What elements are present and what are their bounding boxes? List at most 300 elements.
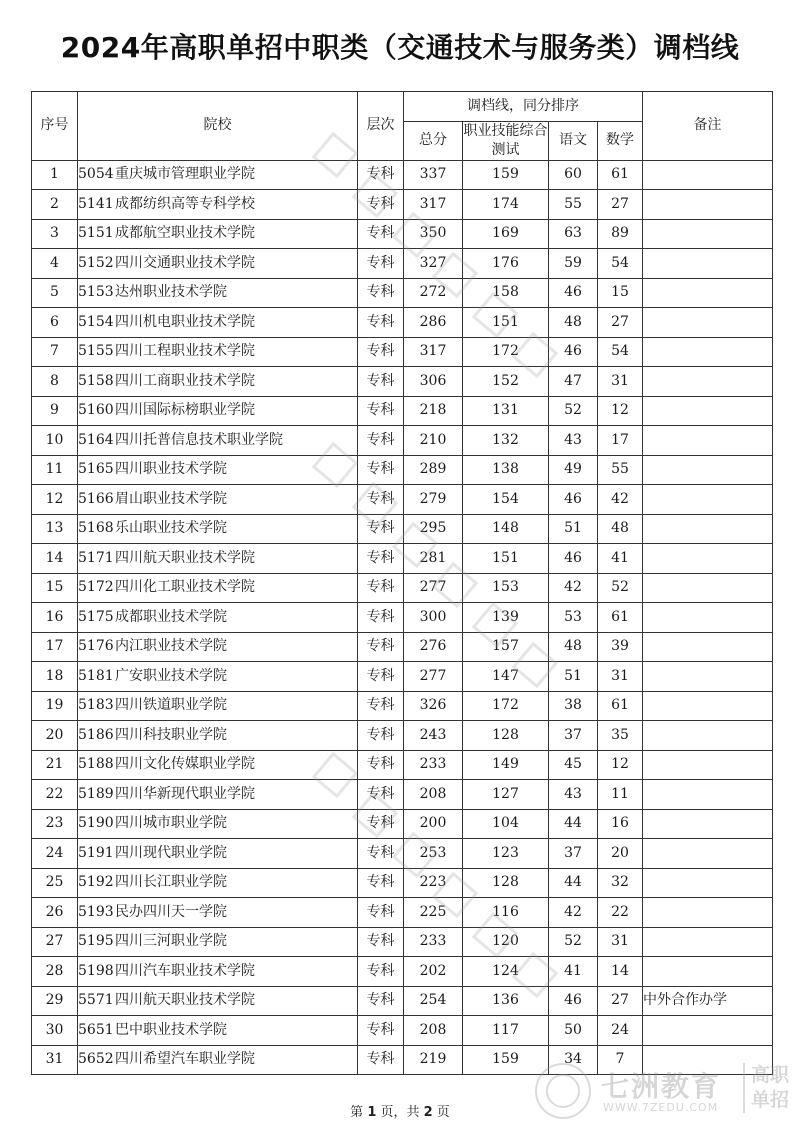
row-level: 专科 [358, 721, 404, 751]
row-school [78, 308, 358, 338]
table-row [32, 986, 773, 1016]
row-note [643, 1045, 773, 1075]
row-total: 277 [404, 573, 463, 603]
row-skill: 174 [463, 190, 549, 220]
row-seq: 7 [32, 337, 78, 367]
table-row [32, 308, 773, 338]
school-name: 四川航天职业技术学院 [115, 992, 255, 1009]
row-seq: 15 [32, 573, 78, 603]
row-level: 专科 [358, 927, 404, 957]
school-code: 5165 [78, 461, 114, 478]
row-math: 27 [598, 986, 643, 1016]
row-total: 223 [404, 868, 463, 898]
table-row [32, 809, 773, 839]
school-code: 5155 [78, 343, 114, 360]
row-level: 专科 [358, 514, 404, 544]
school-name: 四川航天职业技术学院 [115, 549, 255, 566]
row-note [643, 780, 773, 810]
row-math: 61 [598, 160, 643, 190]
row-level: 专科 [358, 603, 404, 633]
row-math: 35 [598, 721, 643, 751]
row-seq: 5 [32, 278, 78, 308]
row-school [78, 839, 358, 869]
row-math: 27 [598, 308, 643, 338]
row-level: 专科 [358, 957, 404, 987]
row-total: 350 [404, 219, 463, 249]
row-seq: 26 [32, 898, 78, 928]
header-level: 层次 [358, 92, 404, 161]
row-note [643, 721, 773, 751]
row-chinese: 63 [549, 219, 598, 249]
row-level: 专科 [358, 544, 404, 574]
row-chinese: 44 [549, 868, 598, 898]
table-row [32, 396, 773, 426]
row-math: 11 [598, 780, 643, 810]
row-total: 306 [404, 367, 463, 397]
school-code: 5172 [78, 579, 114, 596]
school-code: 5192 [78, 874, 114, 891]
row-math: 16 [598, 809, 643, 839]
row-level: 专科 [358, 396, 404, 426]
row-note [643, 603, 773, 633]
score-table [31, 91, 773, 1075]
row-total: 233 [404, 750, 463, 780]
row-level: 专科 [358, 632, 404, 662]
total-pages: 2 [423, 1105, 433, 1120]
school-name: 四川职业技术学院 [115, 461, 227, 478]
row-school [78, 485, 358, 515]
row-total: 233 [404, 927, 463, 957]
school-code: 5183 [78, 697, 114, 714]
row-chinese: 42 [549, 898, 598, 928]
row-school [78, 927, 358, 957]
school-code: 5571 [78, 992, 114, 1009]
row-seq: 24 [32, 839, 78, 869]
row-total: 276 [404, 632, 463, 662]
table-row [32, 190, 773, 220]
row-skill: 128 [463, 868, 549, 898]
row-math: 15 [598, 278, 643, 308]
row-total: 253 [404, 839, 463, 869]
row-school [78, 1016, 358, 1046]
row-level: 专科 [358, 573, 404, 603]
row-note [643, 809, 773, 839]
school-name: 四川汽车职业技术学院 [115, 962, 255, 979]
school-name: 成都纺织高等专科学校 [115, 195, 255, 212]
row-seq: 30 [32, 1016, 78, 1046]
row-level: 专科 [358, 1016, 404, 1046]
row-skill: 124 [463, 957, 549, 987]
row-total: 272 [404, 278, 463, 308]
school-name: 广安职业技术学院 [115, 667, 227, 684]
school-code: 5160 [78, 402, 114, 419]
school-name: 四川化工职业技术学院 [115, 579, 255, 596]
table-row [32, 632, 773, 662]
header-chinese: 语文 [549, 121, 598, 160]
table-row [32, 485, 773, 515]
row-note [643, 514, 773, 544]
row-total: 317 [404, 337, 463, 367]
logo-url: WWW.7ZEDU.COM [603, 1101, 719, 1114]
row-skill: 148 [463, 514, 549, 544]
school-code: 5651 [78, 1021, 114, 1038]
row-total: 208 [404, 1016, 463, 1046]
row-chinese: 46 [549, 544, 598, 574]
row-level: 专科 [358, 691, 404, 721]
row-seq: 16 [32, 603, 78, 633]
row-note [643, 957, 773, 987]
row-level: 专科 [358, 190, 404, 220]
school-name: 四川科技职业学院 [115, 726, 227, 743]
row-math: 22 [598, 898, 643, 928]
table-row [32, 868, 773, 898]
school-name: 四川工程职业技术学院 [115, 343, 255, 360]
row-seq: 21 [32, 750, 78, 780]
school-code: 5176 [78, 638, 114, 655]
table-row [32, 780, 773, 810]
row-school [78, 662, 358, 692]
table-row [32, 957, 773, 987]
row-total: 210 [404, 426, 463, 456]
table-row [32, 337, 773, 367]
row-level: 专科 [358, 219, 404, 249]
row-math: 14 [598, 957, 643, 987]
row-skill: 116 [463, 898, 549, 928]
row-chinese: 48 [549, 632, 598, 662]
school-name: 四川文化传媒职业学院 [115, 756, 255, 773]
row-school [78, 632, 358, 662]
row-skill: 157 [463, 632, 549, 662]
row-note [643, 632, 773, 662]
row-chinese: 46 [549, 485, 598, 515]
row-level: 专科 [358, 898, 404, 928]
row-skill: 151 [463, 308, 549, 338]
row-note [643, 898, 773, 928]
row-total: 254 [404, 986, 463, 1016]
header-school: 院校 [78, 92, 358, 161]
row-chinese: 52 [549, 396, 598, 426]
row-note [643, 455, 773, 485]
school-name: 四川交通职业技术学院 [115, 254, 255, 271]
row-level: 专科 [358, 750, 404, 780]
school-code: 5054 [78, 166, 114, 183]
school-name: 四川城市职业学院 [115, 815, 227, 832]
school-name: 成都航空职业技术学院 [115, 225, 255, 242]
school-name: 四川现代职业学院 [115, 844, 227, 861]
school-name: 巴中职业技术学院 [115, 1021, 227, 1038]
row-skill: 120 [463, 927, 549, 957]
row-seq: 23 [32, 809, 78, 839]
row-skill: 139 [463, 603, 549, 633]
row-level: 专科 [358, 249, 404, 279]
row-seq: 13 [32, 514, 78, 544]
row-chinese: 53 [549, 603, 598, 633]
school-code: 5153 [78, 284, 114, 301]
row-chinese: 38 [549, 691, 598, 721]
row-chinese: 51 [549, 514, 598, 544]
row-math: 55 [598, 455, 643, 485]
school-code: 5189 [78, 785, 114, 802]
school-code: 5188 [78, 756, 114, 773]
row-level: 专科 [358, 455, 404, 485]
row-chinese: 52 [549, 927, 598, 957]
row-math: 61 [598, 691, 643, 721]
row-note [643, 1016, 773, 1046]
row-math: 61 [598, 603, 643, 633]
row-total: 289 [404, 455, 463, 485]
school-code: 5652 [78, 1051, 114, 1068]
row-school [78, 573, 358, 603]
table-row [32, 455, 773, 485]
row-total: 218 [404, 396, 463, 426]
row-school [78, 1045, 358, 1075]
row-skill: 149 [463, 750, 549, 780]
row-total: 202 [404, 957, 463, 987]
row-seq: 6 [32, 308, 78, 338]
row-level: 专科 [358, 337, 404, 367]
row-seq: 28 [32, 957, 78, 987]
row-math: 7 [598, 1045, 643, 1075]
row-level: 专科 [358, 308, 404, 338]
row-school [78, 249, 358, 279]
row-level: 专科 [358, 868, 404, 898]
row-skill: 117 [463, 1016, 549, 1046]
row-note [643, 396, 773, 426]
row-level: 专科 [358, 485, 404, 515]
row-skill: 169 [463, 219, 549, 249]
row-note [643, 190, 773, 220]
row-total: 295 [404, 514, 463, 544]
row-level: 专科 [358, 426, 404, 456]
row-total: 286 [404, 308, 463, 338]
school-name: 四川希望汽车职业学院 [115, 1051, 255, 1068]
row-seq: 3 [32, 219, 78, 249]
table-row [32, 927, 773, 957]
row-chinese: 50 [549, 1016, 598, 1046]
table-row [32, 603, 773, 633]
school-code: 5198 [78, 962, 114, 979]
row-total: 219 [404, 1045, 463, 1075]
school-code: 5171 [78, 549, 114, 566]
school-name: 重庆城市管理职业学院 [115, 166, 255, 183]
table-row [32, 544, 773, 574]
row-math: 39 [598, 632, 643, 662]
row-chinese: 55 [549, 190, 598, 220]
row-note [643, 662, 773, 692]
row-school [78, 160, 358, 190]
school-name: 四川华新现代职业学院 [115, 785, 255, 802]
row-school [78, 780, 358, 810]
row-school [78, 190, 358, 220]
row-level: 专科 [358, 367, 404, 397]
logo-brand: 七洲教育 [601, 1070, 722, 1103]
row-math: 54 [598, 249, 643, 279]
row-total: 200 [404, 809, 463, 839]
row-skill: 132 [463, 426, 549, 456]
row-school [78, 603, 358, 633]
row-chinese: 46 [549, 278, 598, 308]
table-body [32, 160, 773, 1075]
row-school [78, 278, 358, 308]
row-chinese: 49 [549, 455, 598, 485]
school-code: 5152 [78, 254, 114, 271]
row-chinese: 60 [549, 160, 598, 190]
row-school [78, 426, 358, 456]
school-name: 四川长江职业学院 [115, 874, 227, 891]
row-note [643, 308, 773, 338]
row-total: 277 [404, 662, 463, 692]
row-note [643, 544, 773, 574]
header-group: 调档线，同分排序 [404, 92, 643, 122]
row-chinese: 42 [549, 573, 598, 603]
row-seq: 22 [32, 780, 78, 810]
row-level: 专科 [358, 662, 404, 692]
row-math: 12 [598, 750, 643, 780]
school-code: 5166 [78, 490, 114, 507]
row-skill: 147 [463, 662, 549, 692]
row-seq: 31 [32, 1045, 78, 1075]
row-note [643, 927, 773, 957]
row-total: 279 [404, 485, 463, 515]
row-note [643, 278, 773, 308]
row-math: 41 [598, 544, 643, 574]
row-seq: 29 [32, 986, 78, 1016]
row-math: 89 [598, 219, 643, 249]
school-code: 5181 [78, 667, 114, 684]
row-skill: 159 [463, 1045, 549, 1075]
row-note: 中外合作办学 [643, 986, 773, 1016]
row-seq: 4 [32, 249, 78, 279]
row-school [78, 898, 358, 928]
row-chinese: 45 [549, 750, 598, 780]
row-school [78, 809, 358, 839]
row-seq: 12 [32, 485, 78, 515]
row-math: 31 [598, 927, 643, 957]
row-total: 225 [404, 898, 463, 928]
table-row [32, 278, 773, 308]
row-level: 专科 [358, 1045, 404, 1075]
row-chinese: 37 [549, 721, 598, 751]
table-row [32, 1045, 773, 1075]
row-total: 326 [404, 691, 463, 721]
header-skill: 职业技能综合测试 [463, 121, 549, 160]
row-level: 专科 [358, 278, 404, 308]
row-skill: 123 [463, 839, 549, 869]
row-seq: 25 [32, 868, 78, 898]
row-school [78, 544, 358, 574]
row-seq: 10 [32, 426, 78, 456]
row-school [78, 691, 358, 721]
school-name: 四川托普信息技术职业学院 [115, 431, 283, 448]
row-total: 208 [404, 780, 463, 810]
row-school [78, 337, 358, 367]
row-note [643, 750, 773, 780]
table-row [32, 1016, 773, 1046]
table-row [32, 426, 773, 456]
row-note [643, 485, 773, 515]
row-school [78, 367, 358, 397]
row-skill: 128 [463, 721, 549, 751]
row-math: 42 [598, 485, 643, 515]
row-chinese: 37 [549, 839, 598, 869]
row-skill: 158 [463, 278, 549, 308]
school-code: 5191 [78, 844, 114, 861]
row-level: 专科 [358, 780, 404, 810]
row-math: 52 [598, 573, 643, 603]
row-note [643, 868, 773, 898]
row-school [78, 868, 358, 898]
row-chinese: 46 [549, 337, 598, 367]
row-math: 48 [598, 514, 643, 544]
row-note [643, 573, 773, 603]
school-name: 四川机电职业技术学院 [115, 313, 255, 330]
row-seq: 14 [32, 544, 78, 574]
row-skill: 172 [463, 691, 549, 721]
school-name: 内江职业技术学院 [115, 638, 227, 655]
row-math: 32 [598, 868, 643, 898]
school-code: 5195 [78, 933, 114, 950]
row-level: 专科 [358, 839, 404, 869]
row-chinese: 43 [549, 780, 598, 810]
school-code: 5168 [78, 520, 114, 537]
page-title: 2024年高职单招中职类（交通技术与服务类）调档线 [60, 31, 740, 64]
row-total: 300 [404, 603, 463, 633]
row-math: 54 [598, 337, 643, 367]
school-code: 5175 [78, 608, 114, 625]
row-skill: 127 [463, 780, 549, 810]
school-code: 5151 [78, 225, 114, 242]
header-total: 总分 [404, 121, 463, 160]
school-name: 眉山职业技术学院 [115, 490, 227, 507]
school-code: 5154 [78, 313, 114, 330]
table-row [32, 219, 773, 249]
row-level: 专科 [358, 809, 404, 839]
row-chinese: 46 [549, 986, 598, 1016]
row-note [643, 337, 773, 367]
row-chinese: 51 [549, 662, 598, 692]
header-math: 数学 [598, 121, 643, 160]
current-page: 1 [367, 1105, 377, 1120]
row-skill: 176 [463, 249, 549, 279]
row-math: 12 [598, 396, 643, 426]
school-name: 民办四川天一学院 [115, 903, 227, 920]
row-chinese: 43 [549, 426, 598, 456]
school-code: 5193 [78, 903, 114, 920]
row-note [643, 160, 773, 190]
row-school [78, 219, 358, 249]
row-total: 337 [404, 160, 463, 190]
row-note [643, 839, 773, 869]
header-note: 备注 [643, 92, 773, 161]
row-math: 24 [598, 1016, 643, 1046]
school-code: 5164 [78, 431, 114, 448]
row-skill: 152 [463, 367, 549, 397]
school-name: 成都职业技术学院 [115, 608, 227, 625]
row-seq: 11 [32, 455, 78, 485]
table-row [32, 721, 773, 751]
table-row [32, 839, 773, 869]
row-chinese: 47 [549, 367, 598, 397]
row-total: 281 [404, 544, 463, 574]
school-name: 四川三河职业学院 [115, 933, 227, 950]
row-school [78, 721, 358, 751]
row-skill: 131 [463, 396, 549, 426]
table-row [32, 691, 773, 721]
row-note [643, 691, 773, 721]
table-row [32, 662, 773, 692]
row-skill: 153 [463, 573, 549, 603]
row-seq: 19 [32, 691, 78, 721]
